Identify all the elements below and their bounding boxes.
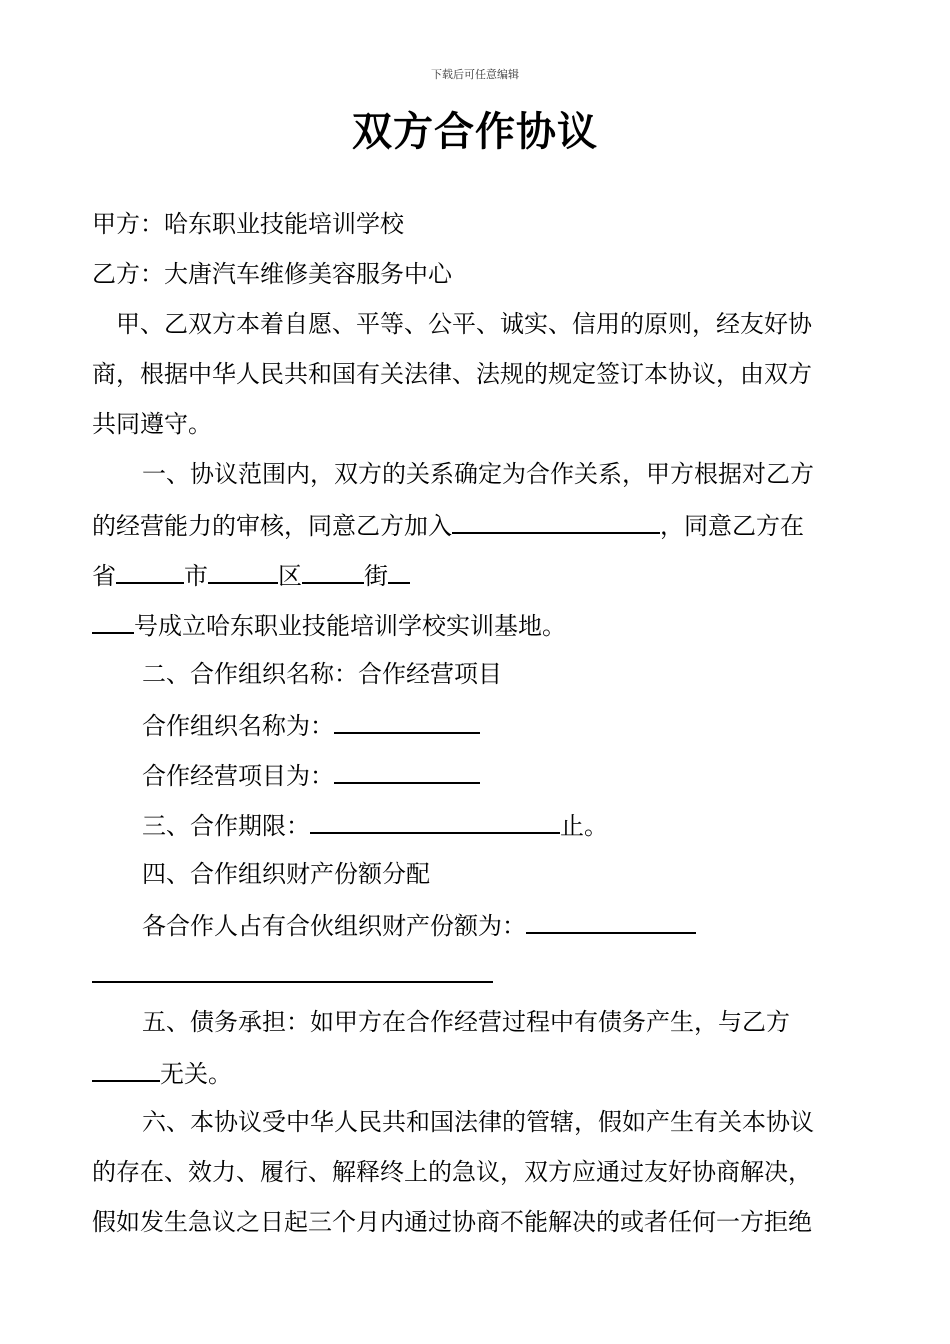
intro-line-1: 甲、乙双方本着自愿、平等、公平、诚实、信用的原则，经友好协 — [116, 310, 812, 338]
term-end: 止。 — [560, 812, 608, 840]
clause1-line-2-tail: ，同意乙方在 — [660, 512, 804, 540]
clause2-heading: 二、合作组织名称：合作经营项目 — [142, 660, 502, 688]
clause1-line-3 — [92, 558, 410, 592]
project-blank[interactable] — [334, 758, 480, 784]
share-blank-continued[interactable] — [92, 980, 493, 983]
party-b: 乙方：大唐汽车维修美容服务中心 — [92, 260, 452, 288]
clause6-line-2: 的存在、效力、履行、解释终上的急议，双方应通过友好协商解决， — [92, 1158, 812, 1186]
district-label: 区 — [278, 562, 302, 590]
province-label: 省 — [92, 562, 116, 590]
clause4-heading: 四、合作组织财产份额分配 — [142, 860, 430, 888]
clause1-line-1: 一、协议范围内，双方的关系确定为合作关系，甲方根据对乙方 — [142, 460, 814, 488]
party-a: 甲方：哈东职业技能培训学校 — [92, 210, 404, 238]
clause6-line-1: 六、本协议受中华人民共和国法律的管辖，假如产生有关本协议 — [142, 1108, 814, 1136]
clause1-line-2 — [92, 508, 804, 542]
header-note: 下载后可任意编辑 — [431, 68, 519, 81]
term-label: 三、合作期限： — [142, 812, 310, 840]
join-blank[interactable] — [452, 508, 660, 534]
document-title: 双方合作协议 — [352, 109, 598, 155]
clause4-share-line — [142, 908, 696, 942]
district-blank[interactable] — [302, 558, 364, 584]
clause1-line-4 — [92, 608, 566, 642]
share-blank[interactable] — [526, 908, 696, 934]
clause5-line-1: 五、债务承担：如甲方在合作经营过程中有债务产生，与乙方 — [142, 1008, 790, 1036]
intro-line-2: 商，根据中华人民共和国有关法律、法规的规定签订本协议，由双方 — [92, 360, 812, 388]
term-blank[interactable] — [310, 808, 560, 834]
clause1-line-4-text: 号成立哈东职业技能培训学校实训基地。 — [134, 612, 566, 640]
share-label: 各合作人占有合伙组织财产份额为： — [142, 912, 526, 940]
intro-line-3: 共同遵守。 — [92, 410, 212, 438]
project-label: 合作经营项目为： — [142, 762, 334, 790]
clause2-name-line — [142, 708, 480, 742]
clause6-line-3: 假如发生急议之日起三个月内通过协商不能解决的或者任何一方拒绝 — [92, 1208, 812, 1236]
clause3-line — [142, 808, 608, 842]
province-blank[interactable] — [116, 558, 184, 584]
city-blank[interactable] — [208, 558, 278, 584]
org-name-blank[interactable] — [334, 708, 480, 734]
org-name-label: 合作组织名称为： — [142, 712, 334, 740]
city-label: 市 — [184, 562, 208, 590]
debt-blank[interactable] — [92, 1056, 160, 1082]
clause5-line-2-text: 无关。 — [160, 1060, 232, 1088]
number-blank[interactable] — [92, 608, 134, 634]
clause5-line-2 — [92, 1056, 232, 1090]
street-label: 街 — [364, 562, 388, 590]
street-blank[interactable] — [388, 558, 410, 584]
clause1-line-2-text: 的经营能力的审核，同意乙方加入 — [92, 512, 452, 540]
clause2-project-line — [142, 758, 480, 792]
